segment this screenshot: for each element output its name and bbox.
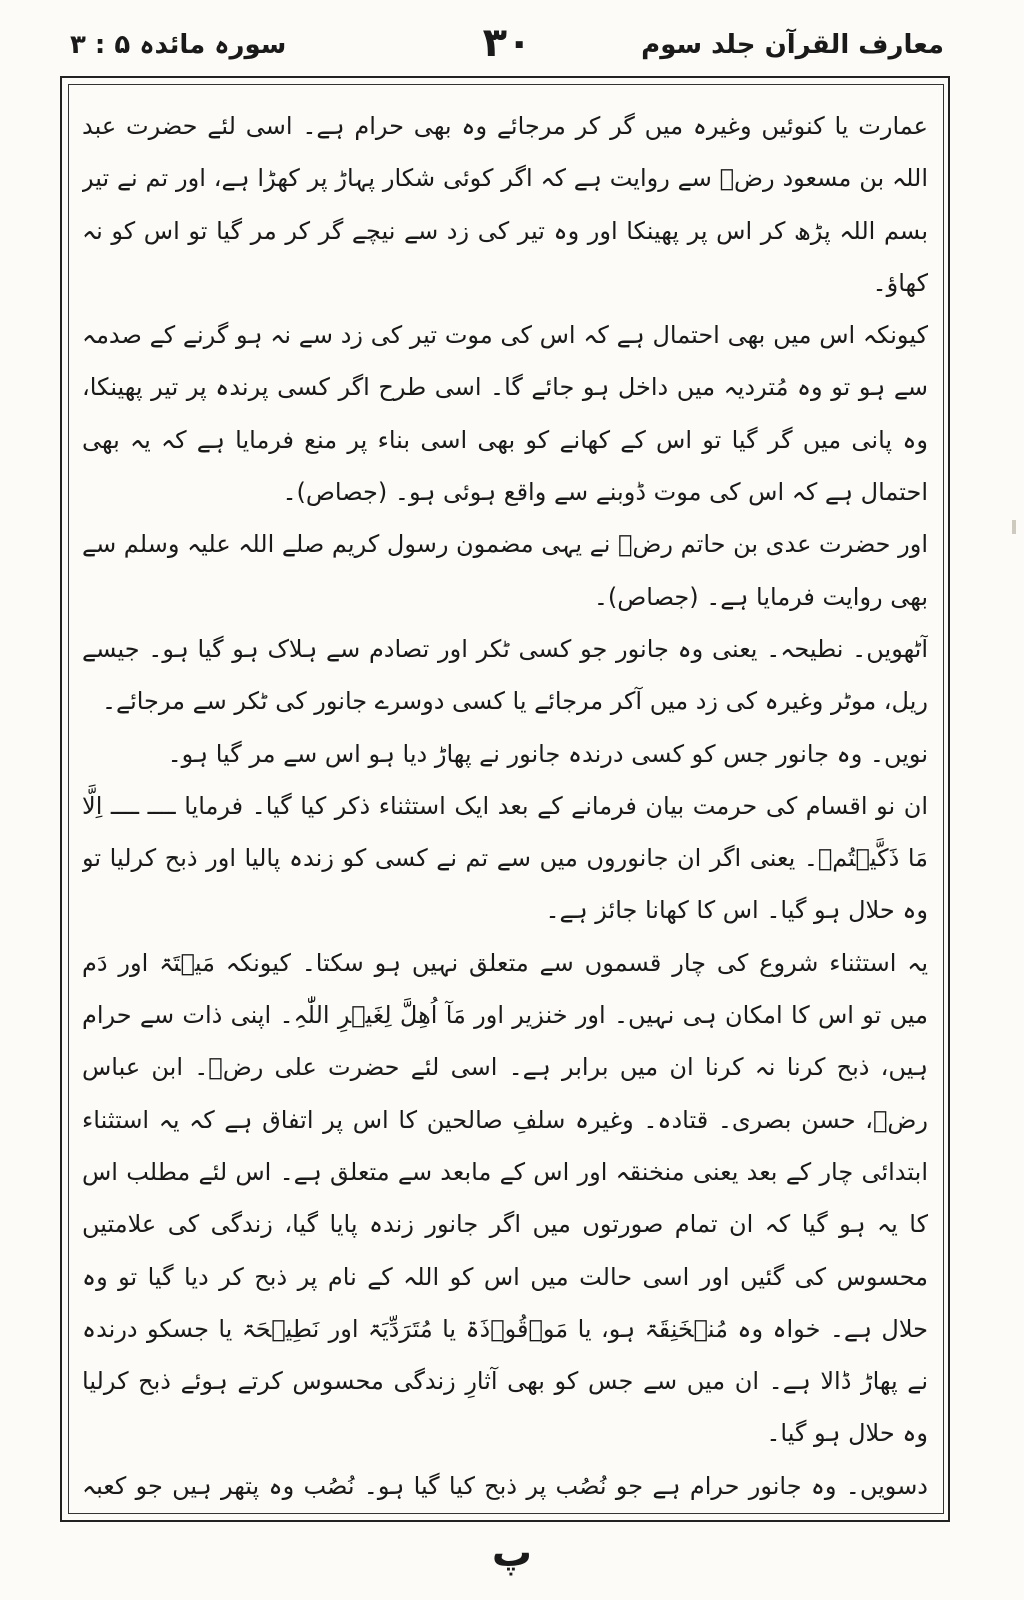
- page-number: ۳۰: [482, 20, 532, 66]
- signature-mark: پ: [491, 1530, 533, 1576]
- paragraph-5: نویں۔ وہ جانور جس کو کسی درندہ جانور نے پھاڑ دیا ہو اس سے مر گیا ہو۔: [167, 739, 928, 768]
- surah-reference: سورہ مائدہ ۵ : ۳: [70, 30, 287, 60]
- paragraph-4: آٹھویں۔ نطیحہ۔ یعنی وہ جانور جو کسی ٹکر اور تصادم سے ہلاک ہو گیا ہو۔ جیسے ریل، موٹر وغیرہ کی زد میں آکر مرجائے یا کسی دوسرے جانور کی ٹکر سے مرجائے۔: [82, 634, 928, 716]
- paragraph-3: اور حضرت عدی بن حاتم رضؓ نے یہی مضمون رسول کریم صلے اللہ علیہ وسلم سے بھی روایت فرمایا ہے۔ (جصاص)۔: [82, 530, 928, 611]
- paragraph-8: دسویں۔ وہ جانور حرام ہے جو نُصُب پر ذبح کیا گیا ہو۔ نُصُب وہ پتھر ہیں جو کعبہ: [82, 1471, 928, 1500]
- page-body-text: [82, 100, 928, 1500]
- paragraph-6: ان نو اقسام کی حرمت بیان فرمانے کے بعد ایک استثناء ذکر کیا گیا۔ فرمایا ــــ ــــ اِلَّا مَا ذَکَّیۡتُمۡ۔ یعنی اگر ان جانوروں میں سے تم نے کسی کو زندہ پالیا اور ذبح کرلیا تو وہ حلال ہو گیا۔ اس کا کھانا جائز ہے۔: [82, 791, 928, 925]
- page-edge-mark: [1012, 520, 1016, 534]
- paragraph-2: کیونکہ اس میں بھی احتمال ہے کہ اس کی موت تیر کی زد سے نہ ہو گرنے کے صدمہ سے ہو تو وہ مُتردیہ میں داخل ہو جائے گا۔ اسی طرح اگر کسی پرندہ پر تیر پھینکا، وہ پانی میں گر گیا تو اس کے کھانے کو بھی اسی بناء پر منع فرمایا ہے کہ یہ بھی احتمال ہے کہ اس کی موت ڈوبنے سے واقع ہوئی ہو۔ (جصاص)۔: [82, 321, 928, 507]
- book-title: معارف القرآن جلد سوم: [641, 30, 944, 60]
- paragraph-1: عمارت یا کنوئیں وغیرہ میں گر کر مرجائے وہ بھی حرام ہے۔ اسی لئے حضرت عبد اللہ بن مسعود رضؓ سے روایت ہے کہ اگر کوئی شکار پہاڑ پر کھڑا ہے، اور تم نے تیر بسم اللہ پڑھ کر اس پر پھینکا اور وہ تیر کی زد سے نیچے گر کر مر گیا تو اس کو نہ کھاؤ۔: [82, 112, 928, 297]
- paragraph-7: یہ استثناء شروع کی چار قسموں سے متعلق نہیں ہو سکتا۔ کیونکہ مَیۡتَۃ اور دَم میں تو اس کا امکان ہی نہیں۔ اور خنزیر اور مَآ اُھِلَّ لِغَیۡرِ اللّٰہِ۔ اپنی ذات سے حرام ہیں، ذبح کرنا نہ کرنا ان میں برابر ہے۔ اسی لئے حضرت علی رضؓ۔ ابن عباس رضؓ، حسن بصری۔ قتادہ۔ وغیرہ سلفِ صالحین کا اس پر اتفاق ہے کہ یہ استثناء ابتدائی چار کے بعد یعنی منخنقہ اور اس کے مابعد سے متعلق ہے۔ اس لئے مطلب اس کا یہ ہو گیا کہ ان تمام صورتوں میں اگر جانور زندہ پایا گیا، زندگی کی علامتیں محسوس کی گئیں اور اسی حالت میں اس کو اللہ کے نام پر ذبح کر دیا گیا تو وہ حلال ہے۔ خواہ وہ مُنۡخَنِقَۃ ہو، یا مَوۡقُوۡذَۃ یا مُتَرَدِّیَۃ اور نَطِیۡحَۃ یا جسکو درندہ نے پھاڑ ڈالا ہے۔ ان میں سے جس کو بھی آثارِ زندگی محسوس کرتے ہوئے ذبح کرلیا وہ حلال ہو گیا۔: [82, 948, 928, 1448]
- page-header: [70, 14, 944, 74]
